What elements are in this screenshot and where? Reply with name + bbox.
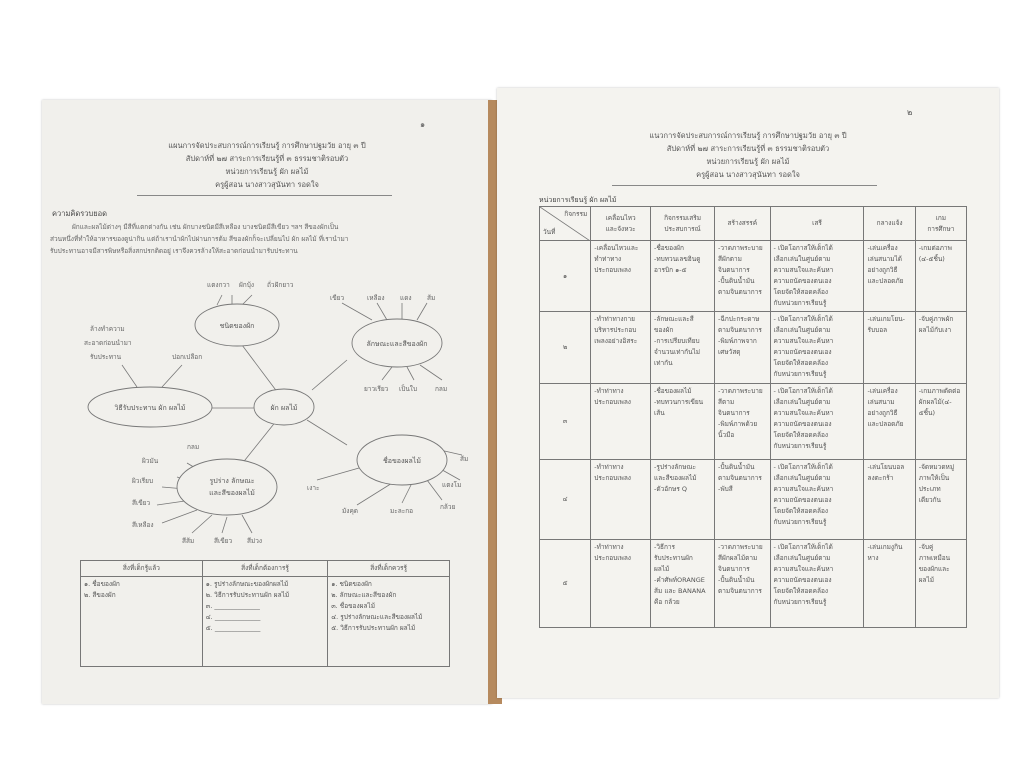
leaf: เงาะ: [307, 484, 320, 492]
plan-title: แผนการจัดประสบการณ์การเรียนรู้ การศึกษาปฐมวัย อายุ ๓ ปี: [168, 141, 366, 150]
leaf: แตงกวา: [207, 281, 230, 289]
activity-cell: -เล่นเกมงูกิน หาง: [864, 540, 915, 628]
activity-cell: -เล่นเครื่อง เล่นสนาม อย่างถูกวิธี และปลอดภัย: [864, 384, 915, 460]
lesson-plan-page-1: [42, 100, 492, 704]
activity-cell: - เปิดโอกาสให้เด็กได้ เลือกเล่นในศูนย์ตาม ความสนใจและค้นหา ความถนัดของตนเอง โดยจัดให้สอดคล้อง กับหน่วยการเรียนรู้: [770, 312, 864, 384]
leaf: ถั่วฝักยาว: [267, 281, 294, 289]
activity-cell: -ทำท่าทาง ประกอบเพลง: [591, 384, 651, 460]
activity-cell: -จับคู่ ภาพเหมือน ของผักและ ผลไม้: [915, 540, 966, 628]
activity-cell: -ฉีกปะกระดาษ ตามจินตนาการ -พิมพ์ภาพจาก เศษวัสดุ: [715, 312, 771, 384]
mindmap-center-label: ผัก ผลไม้: [270, 404, 298, 412]
leaf: เหลือง: [367, 294, 385, 302]
col-header: สร้างสรรค์: [715, 207, 771, 241]
corner-activity: กิจกรรม: [564, 210, 588, 218]
plan-week: สัปดาห์ที่ ๒๗ สาระการเรียนรู้ที่ ๓ ธรรมชาติรอบตัว: [666, 144, 830, 153]
leaf: ผักบุ้ง: [239, 281, 255, 289]
kwl-header-should: สิ่งที่เด็กควรรู้: [328, 561, 450, 577]
activity-cell: -ทำท่าทาง ประกอบเพลง: [591, 540, 651, 628]
day-cell: ๓: [540, 384, 591, 460]
plan-week: สัปดาห์ที่ ๒๗ สาระการเรียนรู้ที่ ๓ ธรรมชาติรอบตัว: [185, 154, 349, 163]
plan-teacher: ครูผู้สอน นางสาวสุนันทา รอดใจ: [215, 180, 319, 189]
concept-line: รับประทานอาจมีสารพิษหรือสิ่งสกปรกติดอยู่ เราจึงควรล้างให้สะอาดก่อนนำมารับประทาน: [50, 247, 298, 255]
mindmap-eating-label: วิธีรับประทาน ผัก ผลไม้: [114, 404, 186, 412]
leaf: ผิวมัน: [142, 457, 159, 465]
activity-cell: - เปิดโอกาสให้เด็กได้ เลือกเล่นในศูนย์ตาม ความสนใจและค้นหา ความถนัดของตนเอง โดยจัดให้สอดคล้อง กับหน่วยการเรียนรู้: [770, 384, 864, 460]
mindmap-types-label: ชนิดของผัก: [219, 322, 255, 330]
kwl-cell-known: ๑. ชื่อของผัก ๒. สีของผัก: [81, 577, 203, 667]
concept-heading: ความคิดรวบยอด: [52, 209, 108, 218]
leaf: ปอกเปลือก: [172, 353, 203, 361]
activity-cell: - เปิดโอกาสให้เด็กได้ เลือกเล่นในศูนย์ตาม ความสนใจและค้นหา ความถนัดของตนเอง โดยจัดให้สอดคล้อง กับหน่วยการเรียนรู้: [770, 460, 864, 540]
mindmap-traits-label: ลักษณะและสีของผัก: [366, 340, 428, 348]
activity-cell: -เล่นเครื่อง เล่นสนามได้ อย่างถูกวิธี และปลอดภัย: [864, 241, 915, 312]
activity-cell: -เกมภาพตัดต่อ ผักผลไม้(๔- ๕ชิ้น): [915, 384, 966, 460]
activity-cell: -วาดภาพระบาย สีผักผลไม้ตาม จินตนาการ -ปั้นดินน้ำมัน ตามจินตนาการ: [715, 540, 771, 628]
activity-row: [540, 460, 967, 540]
activity-table: [539, 206, 967, 628]
activity-cell: -รูปร่างลักษณะ และสีของผลไม้ -ตัวอักษร Q: [651, 460, 715, 540]
mindmap-shape-label-2: และสีของผลไม้: [209, 489, 255, 497]
leaf: ส้ม: [427, 294, 436, 302]
activity-cell: -เล่นโยนบอล ลงตะกร้า: [864, 460, 915, 540]
col-header: กิจกรรมเสริม ประสบการณ์: [651, 207, 715, 241]
leaf: ยาวเรียว: [364, 385, 389, 393]
day-cell: ๔: [540, 460, 591, 540]
kwl-cell-should: ๑. ชนิดของผัก ๒. ลักษณะและสีของผัก ๓. ชื่อของผลไม้ ๔. รูปร่างลักษณะและสีของผลไม้ ๕. วิธีการรับประทานผัก ผลไม้: [328, 577, 450, 667]
plan-teacher: ครูผู้สอน นางสาวสุนันทา รอดใจ: [696, 170, 800, 179]
activity-cell: -ชื่อของผัก -ทบทวนเลขฮินดู อารบิก ๑-๕: [651, 241, 715, 312]
leaf: มะละกอ: [390, 507, 414, 515]
col-header: เกม การศึกษา: [915, 207, 966, 241]
day-cell: ๑: [540, 241, 591, 312]
kwl-table: [80, 560, 450, 667]
col-header: กลางแจ้ง: [864, 207, 915, 241]
activity-cell: -จัดหมวดหมู่ ภาพให้เป็น ประเภท เดียวกัน: [915, 460, 966, 540]
leaf: แดง: [400, 294, 412, 302]
kwl-cell-want: ๑. รูปร่างลักษณะของผักผลไม้ ๒. วิธีการรับประทานผัก ผลไม้ ๓. ______________ ๔. ______________ ๕. ______________: [202, 577, 327, 667]
leaf: กลม: [187, 443, 200, 451]
concept-line: ส่วนหนึ่งที่ทำให้อาหารของดูน่ากิน แต่ถ้าเรานำผักไปผ่านการต้ม สีของผักก็จะเปลี่ยนไป ผัก ผลไม้ ที่เรานำมา: [50, 235, 349, 243]
leaf: ล้างทำความ: [90, 325, 125, 333]
day-cell: ๒: [540, 312, 591, 384]
leaf: รับประทาน: [90, 353, 122, 361]
page-number: ๒: [907, 108, 913, 117]
leaf: มังคุด: [342, 507, 359, 515]
leaf: สีม่วง: [247, 537, 263, 545]
leaf: เขียว: [330, 294, 345, 302]
day-cell: ๕: [540, 540, 591, 628]
corner-cell: [540, 207, 591, 241]
leaf: แตงโม: [442, 481, 462, 489]
leaf: ผิวเรียบ: [132, 477, 154, 485]
activity-cell: - เปิดโอกาสให้เด็กได้ เลือกเล่นในศูนย์ตาม ความสนใจและค้นหา ความถนัดของตนเอง โดยจัดให้สอดคล้อง กับหน่วยการเรียนรู้: [770, 241, 864, 312]
leaf: สะอาดก่อนนำมา: [84, 339, 132, 347]
activity-row: [540, 241, 967, 312]
activity-row: [540, 384, 967, 460]
leaf: สีเหลือง: [132, 521, 154, 529]
mindmap-names-label: ชื่อของผลไม้: [383, 457, 421, 465]
leaf: สีเขียว: [132, 499, 151, 507]
plan-unit: หน่วยการเรียนรู้ ผัก ผลไม้: [706, 157, 790, 166]
activity-row: [540, 540, 967, 628]
activity-cell: -วิธีการ รับประทานผัก ผลไม้ -คำศัพท์ORANGE ส้ม และ BANANA คือ กล้วย: [651, 540, 715, 628]
plan-unit: หน่วยการเรียนรู้ ผัก ผลไม้: [225, 167, 309, 176]
kwl-header-known: สิ่งที่เด็กรู้แล้ว: [81, 561, 203, 577]
title-underline: [612, 185, 877, 186]
lesson-plan-page-2: [497, 88, 999, 698]
plan-title: แนวการจัดประสบการณ์การเรียนรู้ การศึกษาปฐมวัย อายุ ๓ ปี: [649, 131, 847, 140]
page-number: ๑: [420, 120, 426, 129]
activity-cell: -เล่นเกมโยน- รับบอล: [864, 312, 915, 384]
activity-cell: -วาดภาพระบาย สีผักตาม จินตนาการ -ปั้นดินน้ำมัน ตามจินตนาการ: [715, 241, 771, 312]
activity-cell: - เปิดโอกาสให้เด็กได้ เลือกเล่นในศูนย์ตาม ความสนใจและค้นหา ความถนัดของตนเอง โดยจัดให้สอดคล้อง กับหน่วยการเรียนรู้: [770, 540, 864, 628]
mindmap-shape-label-1: รูปร่าง ลักษณะ: [209, 477, 255, 485]
activity-cell: -ลักษณะและสี ของผัก -การเปรียบเทียบ จำนวนเท่ากันไม่ เท่ากัน: [651, 312, 715, 384]
leaf: สีเขียว: [214, 537, 233, 545]
concept-line: ผักและผลไม้ต่างๆ มีสีที่แตกต่างกัน เช่น ผักบางชนิดมีสีเหลือง บางชนิดมีสีเขียว ฯลฯ สีของผักเป็น: [72, 223, 339, 231]
activity-cell: -จับคู่ภาพผัก ผลไม้กับเงา: [915, 312, 966, 384]
activity-row: [540, 312, 967, 384]
title-underline: [137, 195, 392, 196]
col-header: เคลื่อนไหว และจังหวะ: [591, 207, 651, 241]
activity-cell: -เกมต่อภาพ (๔-๕ชิ้น): [915, 241, 966, 312]
unit-label: หน่วยการเรียนรู้ ผัก ผลไม้: [539, 196, 617, 204]
leaf: กลม: [435, 385, 448, 393]
activity-cell: -ปั้นดินน้ำมัน ตามจินตนาการ -พับสี: [715, 460, 771, 540]
kwl-header-want: สิ่งที่เด็กต้องการรู้: [202, 561, 327, 577]
col-header: เสรี: [770, 207, 864, 241]
corner-day: วันที่: [543, 228, 556, 236]
activity-cell: -ทำท่าทางกาย บริหารประกอบ เพลงอย่างอิสระ: [591, 312, 651, 384]
activity-cell: -เคลื่อนไหวและ ทำท่าทาง ประกอบเพลง: [591, 241, 651, 312]
activity-cell: -ชื่อของผลไม้ -ทบทวนการเขียน เส้น: [651, 384, 715, 460]
mind-map: [42, 265, 492, 555]
node-shape: [177, 459, 277, 515]
leaf: ส้ม: [460, 455, 469, 463]
leaf: สีส้ม: [182, 537, 195, 545]
leaf: เป็นใบ: [399, 385, 418, 393]
activity-cell: -วาดภาพระบาย สีตาม จินตนาการ -พิมพ์ภาพด้วย นิ้วมือ: [715, 384, 771, 460]
activity-cell: -ทำท่าทาง ประกอบเพลง: [591, 460, 651, 540]
leaf: กล้วย: [440, 503, 456, 511]
